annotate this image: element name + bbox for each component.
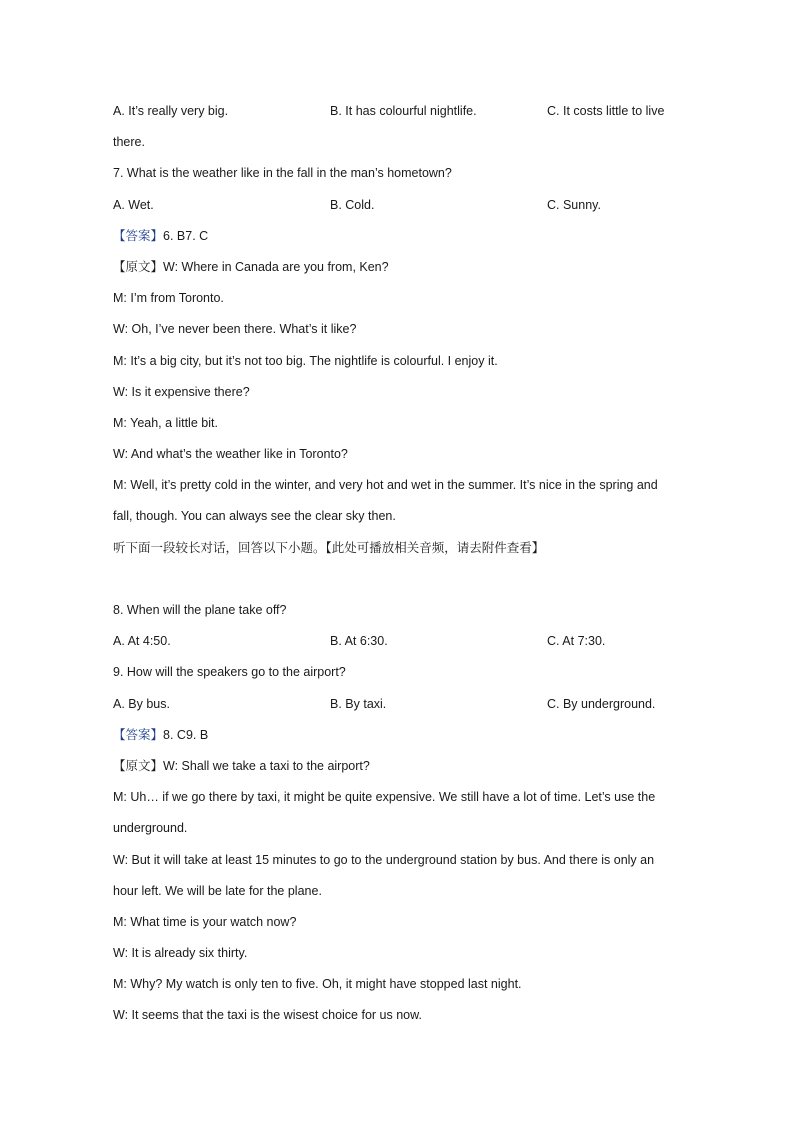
transcript-line: W: Is it expensive there? (113, 384, 250, 399)
q6-option-a: A. It’s really very big. (113, 104, 229, 118)
transcript-line: M: Why? My watch is only ten to five. Oh, it might have stopped last night. (113, 977, 522, 992)
q9-option-c: C. By underground. (547, 696, 656, 711)
q9-option-a: A. By bus. (113, 696, 170, 711)
transcript-text: W: Shall we take a taxi to the airport? (163, 758, 370, 773)
transcript-line: W: And what’s the weather like in Toronto? (113, 447, 348, 462)
q8-question: 8. When will the plane take off? (113, 603, 287, 617)
q9-options (113, 694, 693, 725)
transcript-line: hour left. We will be late for the plane. (113, 883, 322, 898)
transcript-line: M: What time is your watch now? (113, 914, 297, 929)
q6-option-b: B. It has colourful nightlife. (330, 104, 477, 118)
transcript-tag: 【原文】 (113, 757, 164, 773)
q7-option-c: C. Sunny. (547, 197, 601, 212)
transcript-line: W: It is already six thirty. (113, 946, 248, 961)
transcript-tag: 【原文】 (113, 258, 164, 274)
q8-option-a: A. At 4:50. (113, 634, 171, 649)
transcript-line (113, 257, 693, 288)
q7-option-b: B. Cold. (330, 197, 375, 212)
q9-option-b: B. By taxi. (330, 696, 387, 711)
transcript-text: W: Where in Canada are you from, Ken? (163, 259, 389, 274)
transcript-line (113, 756, 693, 787)
q7-options (113, 195, 693, 226)
transcript-line: M: I’m from Toronto. (113, 291, 224, 306)
document-page (113, 101, 693, 1037)
answer-line-2 (113, 725, 693, 756)
transcript-line: W: Oh, I’ve never been there. What’s it like? (113, 322, 357, 337)
q8-option-b: B. At 6:30. (330, 634, 388, 649)
q7-option-a: A. Wet. (113, 197, 154, 212)
transcript-line: M: Well, it’s pretty cold in the winter, and very hot and wet in the summer. It’s nice in the spring and (113, 478, 658, 493)
listening-instruction: 听下面一段较长对话，回答以下小题。【此处可播放相关音频，请去附件查看】 (113, 539, 545, 555)
spacer (113, 569, 693, 600)
transcript-line: W: But it will take at least 15 minutes to go to the underground station by bus. And there is only an (113, 852, 655, 867)
transcript-line: M: It’s a big city, but it’s not too big. The nightlife is colourful. I enjoy it. (113, 353, 498, 368)
answer-line-1 (113, 226, 693, 257)
q6-option-c: C. It costs little to live (547, 104, 665, 118)
transcript-line: W: It seems that the taxi is the wisest choice for us now. (113, 1008, 422, 1023)
transcript-line: underground. (113, 821, 188, 836)
transcript-line: M: Uh… if we go there by taxi, it might be quite expensive. We still have a lot of time. Let’s use the (113, 790, 656, 805)
answer-tag: 【答案】 (113, 726, 164, 742)
answer-tag: 【答案】 (113, 227, 164, 243)
answer-text: 8. C9. B (163, 727, 209, 742)
answer-text: 6. B7. C (163, 228, 209, 243)
transcript-line: M: Yeah, a little bit. (113, 415, 218, 430)
q9-question: 9. How will the speakers go to the airport? (113, 665, 346, 680)
q6-option-c-continuation: there. (113, 135, 145, 150)
q6-options (113, 101, 693, 132)
q8-option-c: C. At 7:30. (547, 634, 606, 649)
q8-options (113, 631, 693, 662)
q7-question: 7. What is the weather like in the fall in the man’s hometown? (113, 166, 452, 181)
transcript-line: fall, though. You can always see the clear sky then. (113, 509, 396, 524)
